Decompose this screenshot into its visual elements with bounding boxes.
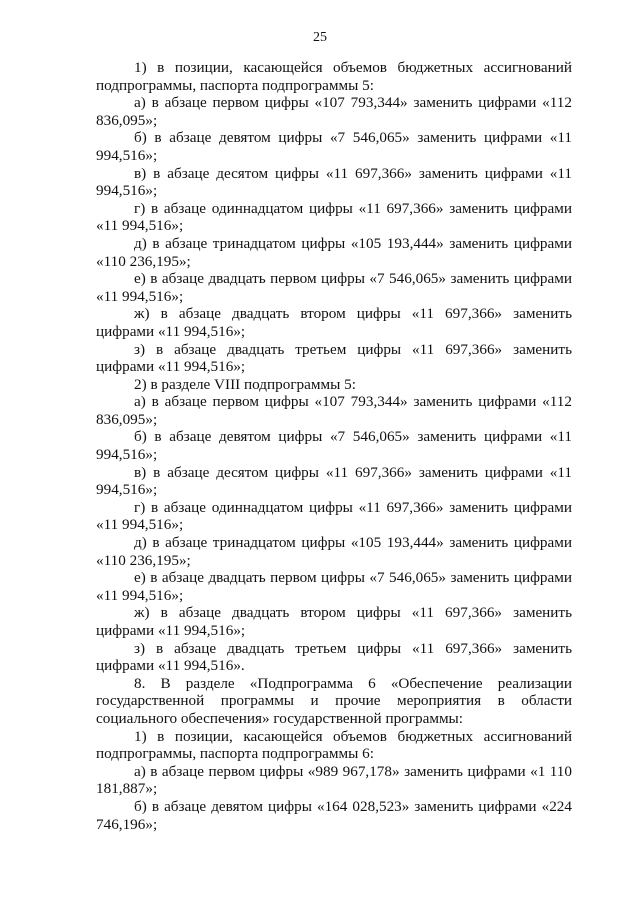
paragraph: ж) в абзаце двадцать втором цифры «11 697,366» заменить цифрами «11 994,516»; (96, 604, 572, 639)
paragraph: д) в абзаце тринадцатом цифры «105 193,444» заменить цифрами «110 236,195»; (96, 234, 572, 270)
page-number: 25 (313, 30, 327, 45)
paragraph: 2) в разделе VIII подпрограммы 5: (134, 375, 356, 393)
paragraph: е) в абзаце двадцать первом цифры «7 546,065» заменить цифрами «11 994,516»; (96, 569, 572, 604)
paragraph: в) в абзаце десятом цифры «11 697,366» заменить цифрами «11 994,516»; (96, 164, 572, 200)
paragraph: ж) в абзаце двадцать втором цифры «11 697,366» заменить цифрами «11 994,516»; (96, 305, 572, 340)
paragraph: е) в абзаце двадцать первом цифры «7 546,065» заменить цифрами «11 994,516»; (96, 270, 572, 305)
paragraph: з) в абзаце двадцать третьем цифры «11 697,366» заменить цифрами «11 994,516»; (96, 340, 572, 376)
paragraph: д) в абзаце тринадцатом цифры «105 193,444» заменить цифрами «110 236,195»; (96, 534, 572, 569)
paragraph: 1) в позиции, касающейся объемов бюджетных ассигнований подпрограммы, паспорта подпрограммы 6: (96, 727, 572, 763)
paragraph: в) в абзаце десятом цифры «11 697,366» заменить цифрами «11 994,516»; (96, 463, 572, 499)
paragraph: а) в абзаце первом цифры «107 793,344» заменить цифрами «112 836,095»; (96, 94, 572, 129)
paragraph: а) в абзаце первом цифры «107 793,344» заменить цифрами «112 836,095»; (96, 393, 572, 428)
document-body (96, 59, 572, 833)
paragraph: б) в абзаце девятом цифры «7 546,065» заменить цифрами «11 994,516»; (96, 428, 572, 464)
paragraph: г) в абзаце одиннадцатом цифры «11 697,366» заменить цифрами «11 994,516»; (96, 498, 572, 534)
paragraph: б) в абзаце девятом цифры «7 546,065» заменить цифрами «11 994,516»; (96, 129, 572, 164)
paragraph: а) в абзаце первом цифры «989 967,178» заменить цифрами «1 110 181,887»; (96, 762, 572, 798)
paragraph: 8. В разделе «Подпрограмма 6 «Обеспечение реализации государственной программы и прочие мероприятия в области социального обеспечения» государственной программы: (96, 674, 572, 727)
paragraph: з) в абзаце двадцать третьем цифры «11 697,366» заменить цифрами «11 994,516». (96, 639, 572, 675)
paragraph: б) в абзаце девятом цифры «164 028,523» заменить цифрами «224 746,196»; (96, 797, 572, 833)
paragraph: г) в абзаце одиннадцатом цифры «11 697,366» заменить цифрами «11 994,516»; (96, 199, 572, 235)
paragraph: 1) в позиции, касающейся объемов бюджетных ассигнований подпрограммы, паспорта подпрограммы 5: (96, 59, 572, 94)
